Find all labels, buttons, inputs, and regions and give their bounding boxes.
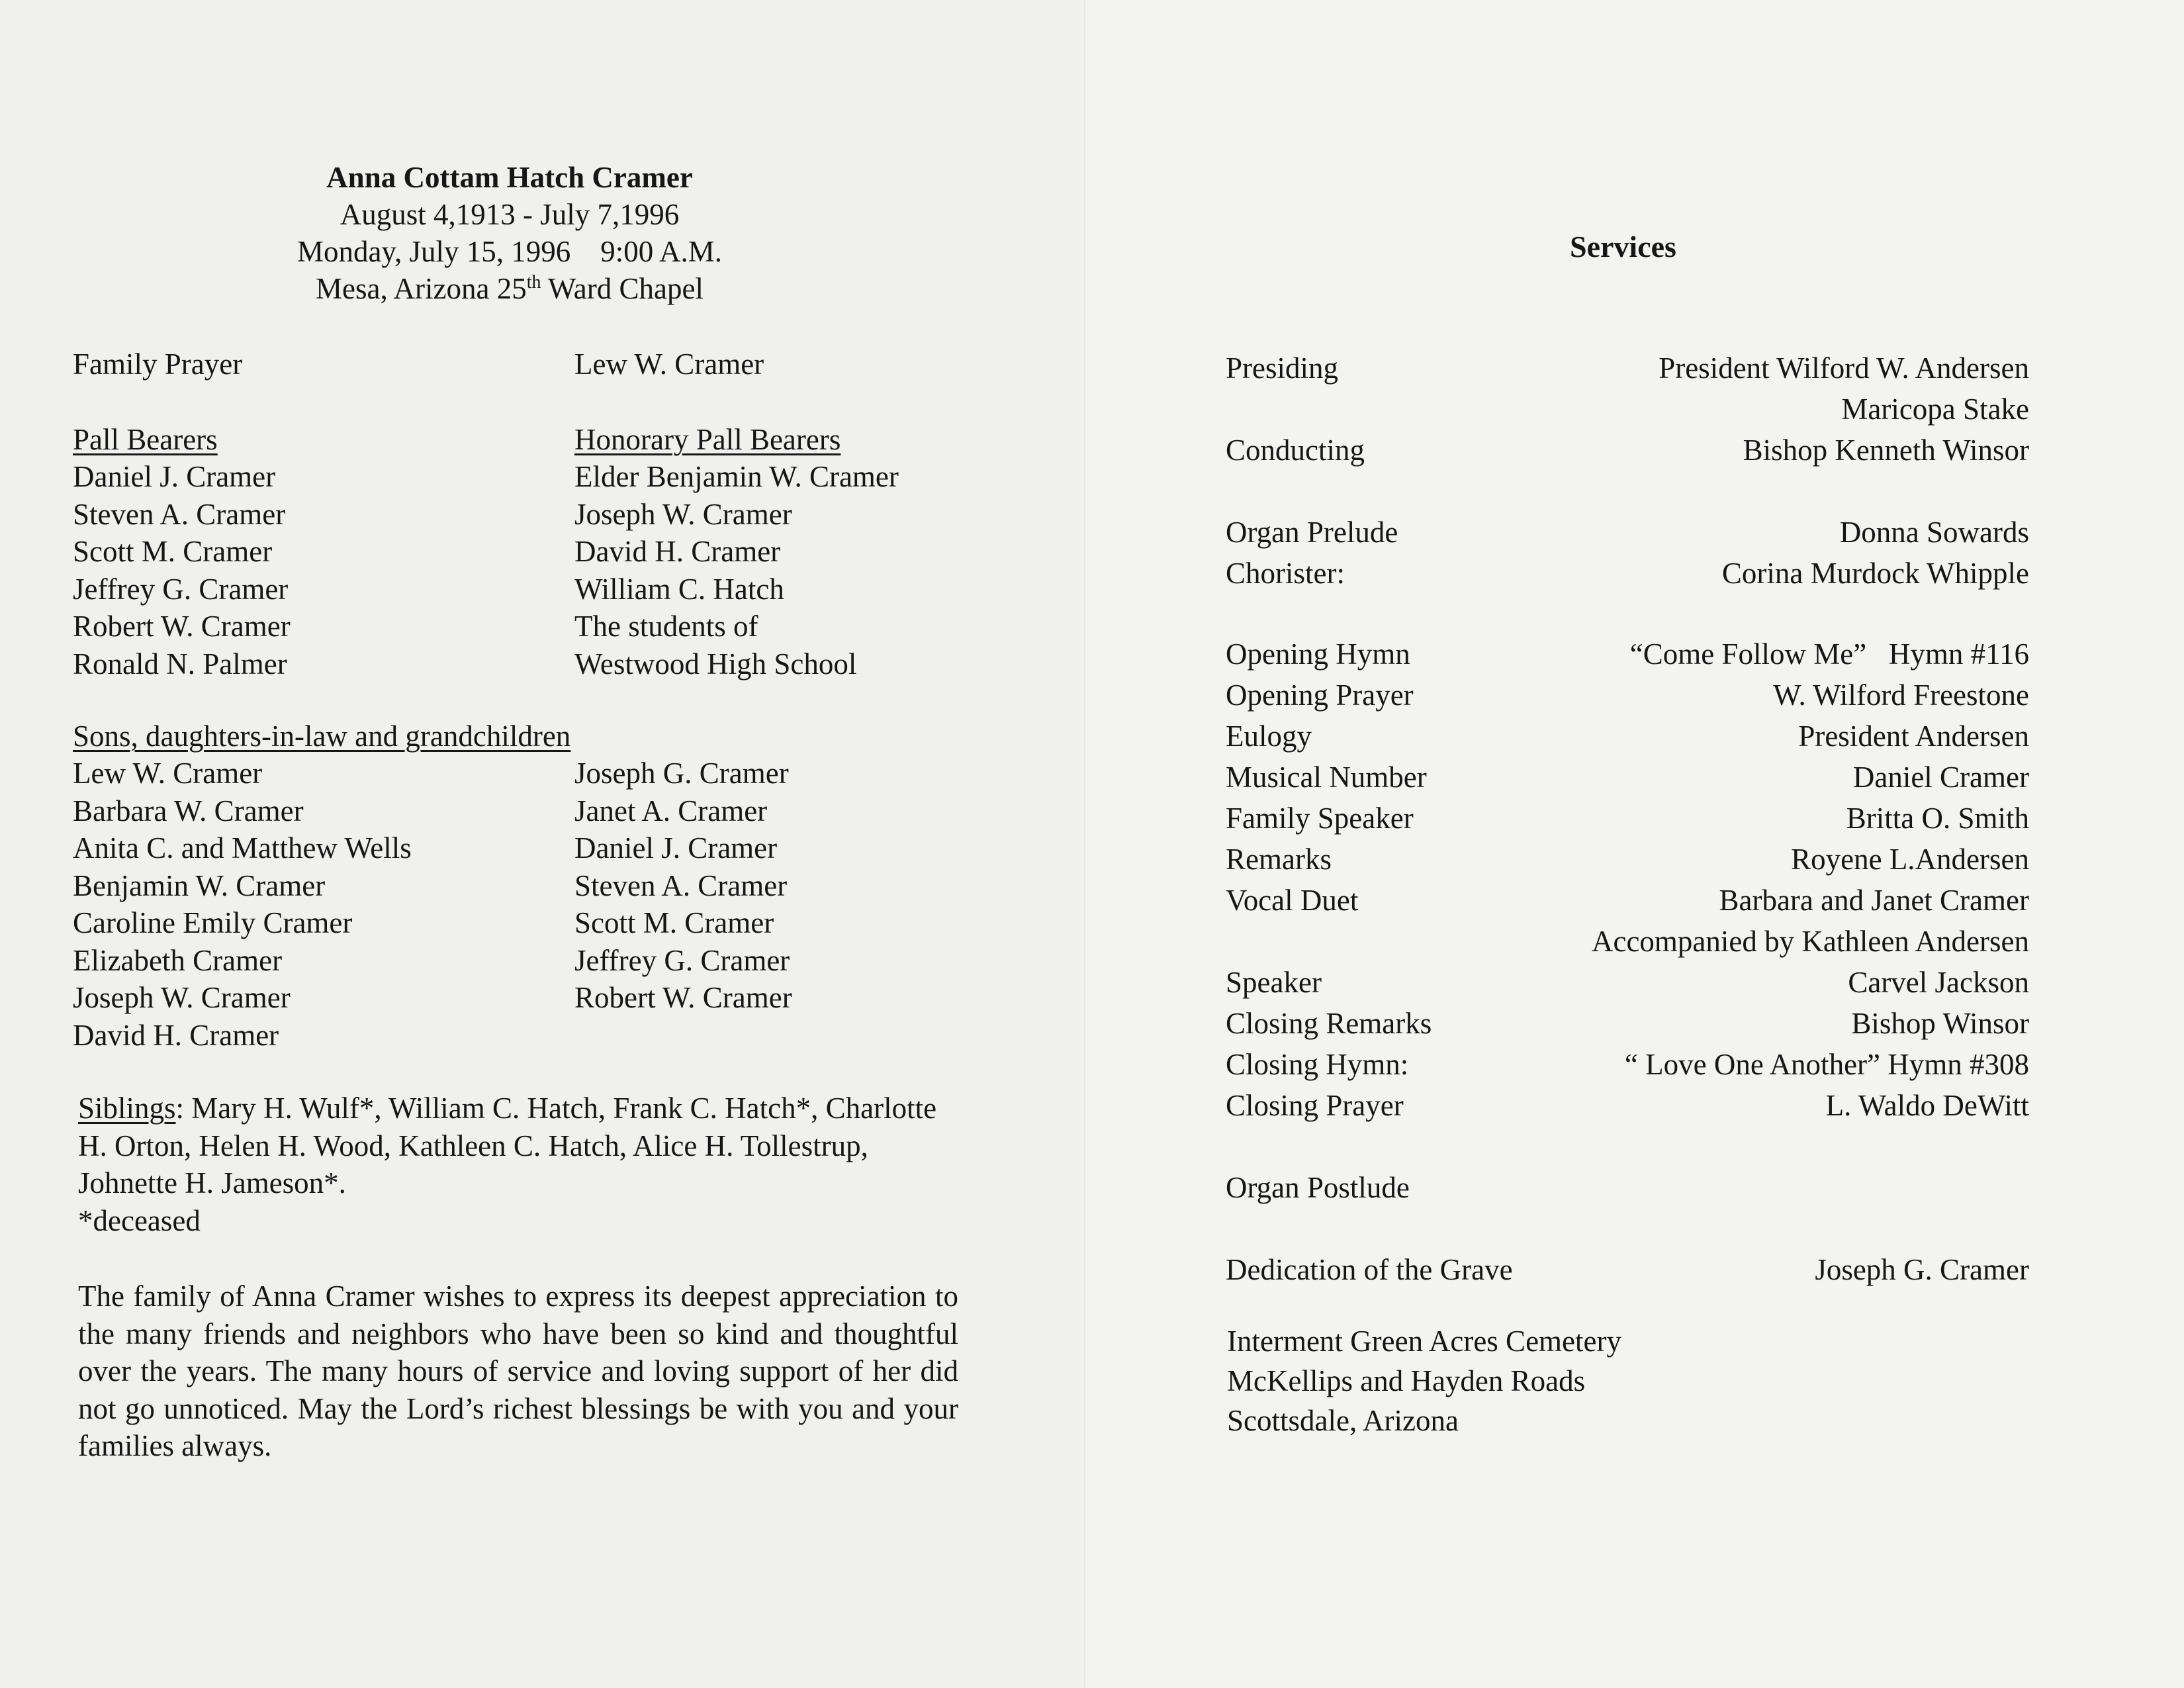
list-item: Joseph W. Cramer bbox=[574, 497, 792, 531]
list-item: Janet A. Cramer bbox=[574, 794, 768, 827]
siblings-paragraph bbox=[78, 1090, 952, 1239]
list-item: Steven A. Cramer bbox=[574, 868, 788, 902]
service-role-value: Bishop Winsor bbox=[1851, 1007, 2029, 1040]
pall-bearers-heading: Pall Bearers bbox=[73, 423, 218, 456]
list-item: Joseph G. Cramer bbox=[574, 757, 789, 790]
service-role-label: Organ Postlude bbox=[1226, 1171, 1410, 1204]
family-prayer-label: Family Prayer bbox=[73, 348, 243, 381]
list-item: The students of bbox=[574, 610, 758, 643]
page-fold bbox=[1084, 0, 1087, 1688]
list-item: Robert W. Cramer bbox=[73, 610, 291, 643]
service-role-value: Corina Murdock Whipple bbox=[1721, 557, 2029, 590]
list-item: Jeffrey G. Cramer bbox=[574, 943, 790, 977]
deceased-note: *deceased bbox=[78, 1203, 201, 1237]
list-item: David H. Cramer bbox=[73, 1018, 279, 1052]
service-role-value: Barbara and Janet Cramer bbox=[1719, 884, 2029, 917]
services-title: Services bbox=[1570, 230, 1676, 263]
list-item: Elizabeth Cramer bbox=[73, 943, 283, 977]
life-dates: August 4,1913 - July 7,1996 bbox=[340, 198, 680, 231]
list-item: Lew W. Cramer bbox=[73, 757, 263, 790]
service-role-label: Eulogy bbox=[1226, 720, 1312, 753]
service-role-value: “Come Follow Me” Hymn #116 bbox=[1629, 637, 2029, 671]
list-item: William C. Hatch bbox=[574, 572, 784, 606]
list-item: Ronald N. Palmer bbox=[73, 647, 287, 680]
honorary-pall-bearers-section bbox=[574, 421, 899, 682]
list-item: Barbara W. Cramer bbox=[73, 794, 304, 827]
pall-bearers-section bbox=[73, 421, 291, 682]
list-item: Benjamin W. Cramer bbox=[73, 868, 326, 902]
appreciation-paragraph: The family of Anna Cramer wishes to express its deepest appreciation to the many friends and neighbors who have been so kind and thoughtful over the years. The many hours of service and loving support of her did not go unnoticed. May the Lord’s richest blessings be with you and your families always. bbox=[78, 1280, 958, 1462]
service-role-label: Conducting bbox=[1226, 434, 1365, 467]
service-role-label: Closing Hymn: bbox=[1226, 1048, 1409, 1081]
service-role-value: President Wilford W. Andersen bbox=[1659, 352, 2029, 385]
service-role-value: Britta O. Smith bbox=[1846, 802, 2029, 835]
pall-bearers-list bbox=[73, 458, 291, 682]
service-role-value: Maricopa Stake bbox=[1841, 393, 2029, 426]
service-role-value: L. Waldo DeWitt bbox=[1825, 1089, 2029, 1122]
list-item: Joseph W. Cramer bbox=[73, 981, 291, 1014]
family-heading: Sons, daughters-in-law and grandchildren bbox=[73, 720, 571, 753]
honorary-pall-bearers-heading: Honorary Pall Bearers bbox=[574, 423, 841, 456]
service-role-value: Donna Sowards bbox=[1839, 516, 2029, 549]
list-item: Daniel J. Cramer bbox=[574, 831, 778, 865]
service-role-label: Musical Number bbox=[1226, 761, 1427, 794]
service-role-label: Presiding bbox=[1226, 352, 1339, 385]
service-role-label: Opening Prayer bbox=[1226, 679, 1414, 712]
list-item: Scott M. Cramer bbox=[574, 906, 774, 939]
service-role-label: Vocal Duet bbox=[1226, 884, 1359, 917]
service-role-value: Carvel Jackson bbox=[1848, 966, 2029, 999]
list-item: Scott M. Cramer bbox=[73, 535, 273, 568]
service-role-label: Opening Hymn bbox=[1226, 637, 1410, 671]
service-role-value: “ Love One Another” Hymn #308 bbox=[1624, 1048, 2029, 1081]
interment-line: Scottsdale, Arizona bbox=[1227, 1404, 1459, 1437]
siblings-label: Siblings bbox=[78, 1092, 176, 1125]
service-role-value: W. Wilford Freestone bbox=[1773, 679, 2029, 712]
siblings-text: : Mary H. Wulf*, William C. Hatch, Frank C. Hatch*, Charlotte H. Orton, Helen H. Wood, Kathleen C. Hatch, Alice H. Tollestrup, Johnette H. Jameson*. bbox=[78, 1092, 937, 1199]
list-item: Steven A. Cramer bbox=[73, 497, 286, 531]
list-item: Anita C. and Matthew Wells bbox=[73, 831, 412, 865]
service-role-label: Speaker bbox=[1226, 966, 1322, 999]
list-item: Elder Benjamin W. Cramer bbox=[574, 460, 899, 493]
list-item: Jeffrey G. Cramer bbox=[73, 572, 289, 606]
family-list-col2 bbox=[574, 755, 792, 1017]
interment-line: Interment Green Acres Cemetery bbox=[1227, 1325, 1621, 1358]
interment-line: McKellips and Hayden Roads bbox=[1227, 1364, 1586, 1397]
list-item: Daniel J. Cramer bbox=[73, 460, 276, 493]
list-item: David H. Cramer bbox=[574, 535, 781, 568]
service-role-value: President Andersen bbox=[1798, 720, 2029, 753]
service-role-value: Accompanied by Kathleen Andersen bbox=[1591, 925, 2029, 958]
service-role-label: Dedication of the Grave bbox=[1226, 1253, 1513, 1286]
honorary-pall-bearers-list bbox=[574, 458, 899, 682]
service-role-label: Organ Prelude bbox=[1226, 516, 1398, 549]
deceased-name: Anna Cottam Hatch Cramer bbox=[326, 161, 693, 194]
service-role-value: Joseph G. Cramer bbox=[1815, 1253, 2029, 1286]
service-role-value: Bishop Kenneth Winsor bbox=[1743, 434, 2029, 467]
family-list-col1 bbox=[73, 755, 412, 1054]
service-role-label: Closing Remarks bbox=[1226, 1007, 1432, 1040]
list-item: Caroline Emily Cramer bbox=[73, 906, 353, 939]
service-date: Monday, July 15, 1996 9:00 A.M. bbox=[296, 235, 723, 268]
family-prayer-value: Lew W. Cramer bbox=[574, 348, 764, 381]
interment-block bbox=[1227, 1321, 1621, 1440]
service-role-label: Chorister: bbox=[1226, 557, 1345, 590]
service-role-value: Royene L.Andersen bbox=[1791, 843, 2029, 876]
service-role-label: Remarks bbox=[1226, 843, 1332, 876]
list-item: Robert W. Cramer bbox=[574, 981, 792, 1014]
service-location: Mesa, Arizona 25th Ward Chapel bbox=[316, 272, 704, 305]
service-role-label: Closing Prayer bbox=[1226, 1089, 1404, 1122]
service-role-label: Family Speaker bbox=[1226, 802, 1414, 835]
list-item: Westwood High School bbox=[574, 647, 857, 680]
service-role-value: Daniel Cramer bbox=[1852, 761, 2029, 794]
program-header bbox=[245, 159, 774, 307]
